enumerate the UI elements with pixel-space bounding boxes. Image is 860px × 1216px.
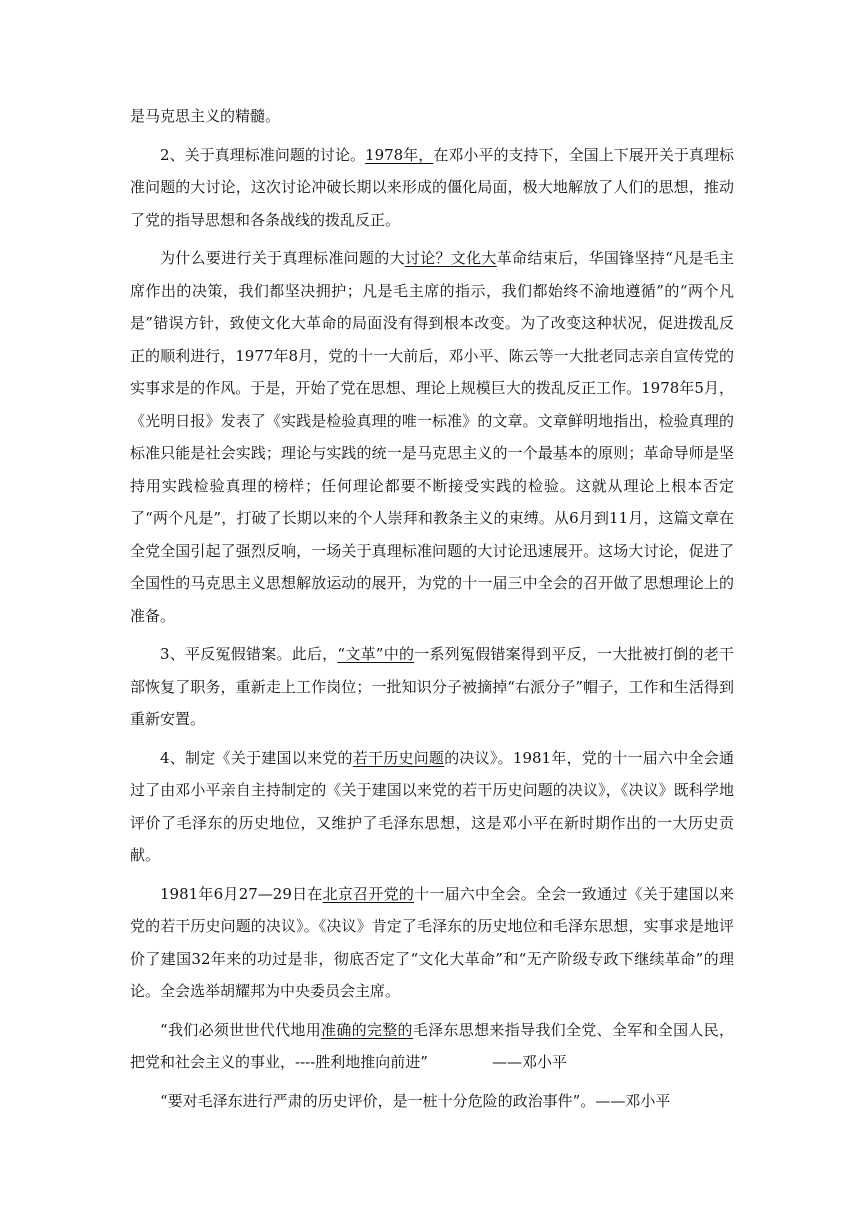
document-body	[130, 100, 734, 1123]
paragraph-truth-standard: 2、关于真理标准问题的讨论。1978年，在邓小平的支持下，全国上下展开关于真理标准问题的大讨论，这次讨论冲破长期以来形成的僵化局面，极大地解放了人们的思想，推动了党的指导思想和各条战线的拨乱反正。	[130, 145, 734, 229]
quote-attribution: ——邓小平	[491, 1053, 567, 1071]
paragraph-why-discussion: 为什么要进行关于真理标准问题的大讨论？文化大革命结束后，华国锋坚持“凡是毛主席作出的决策，我们都坚决拥护；凡是毛主席的指示，我们都始终不渝地遵循”的“两个凡是”错误方针，致使文化大革命的局面没有得到根本改变。为了改变这种状况，促进拨乱反正的顺利进行，1977年8月，党的十一大前后，邓小平、陈云等一大批老同志亲自宣传党的实事求是的作风。于是，开始了党在思想、理论上规模巨大的拨乱反正工作。1978年5月，《光明日报》发表了《实践是检验真理的唯一标准》的文章。文章鲜明地指出，检验真理的标准只能是社会实践；理论与实践的统一是马克思主义的一个最基本的原则；革命导师是坚持用实践检验真理的榜样；任何理论都要不断接受实践的检验。这就从理论上根本否定了“两个凡是”，打破了长期以来的个人崇拜和教条主义的束缚。从6月到11月，这篇文章在全党全国引起了强烈反响，一场关于真理标准问题的大讨论迅速展开。这场大讨论，促进了全国性的马克思主义思想解放运动的展开，为党的十一届三中全会的召开做了思想理论上的准备。	[130, 249, 734, 625]
quote-deng-1: “我们必须世世代代地用准确的完整的毛泽东思想来指导我们全党、全军和全国人民，把党和社会主义的事业，----胜利地推向前进” ——邓小平	[130, 1014, 734, 1079]
paragraph-resolution: 4、制定《关于建国以来党的若干历史问题的决议》。1981年，党的十一届六中全会通过了由邓小平亲自主持制定的《关于建国以来党的若干历史问题的决议》，《决议》既科学地评价了毛泽东的历史地位，又维护了毛泽东思想，这是邓小平在新时期作出的一大历史贡献。	[130, 748, 734, 864]
paragraph-sixth-plenum: 1981年6月27—29日在北京召开党的十一届六中全会。全会一致通过《关于建国以来党的若干历史问题的决议》。《决议》肯定了毛泽东的历史地位和毛泽东思想，实事求是地评价了建国32年来的功过是非，彻底否定了“文化大革命”和“无产阶级专政下继续革命”的理论。全会选举胡耀邦为中央委员会主席。	[130, 884, 734, 1000]
quote-deng-2: “要对毛泽东进行严肃的历史评价，是一桩十分危险的政治事件”。——邓小平	[160, 1091, 671, 1110]
paragraph-continuation: 是马克思主义的精髓。	[130, 107, 281, 125]
paragraph-rehabilitation: 3、平反冤假错案。此后，“文革”中的一系列冤假错案得到平反，一大批被打倒的老干部恢复了职务，重新走上工作岗位；一批知识分子被摘掉“右派分子”帽子，工作和生活得到重新安置。	[130, 645, 734, 728]
